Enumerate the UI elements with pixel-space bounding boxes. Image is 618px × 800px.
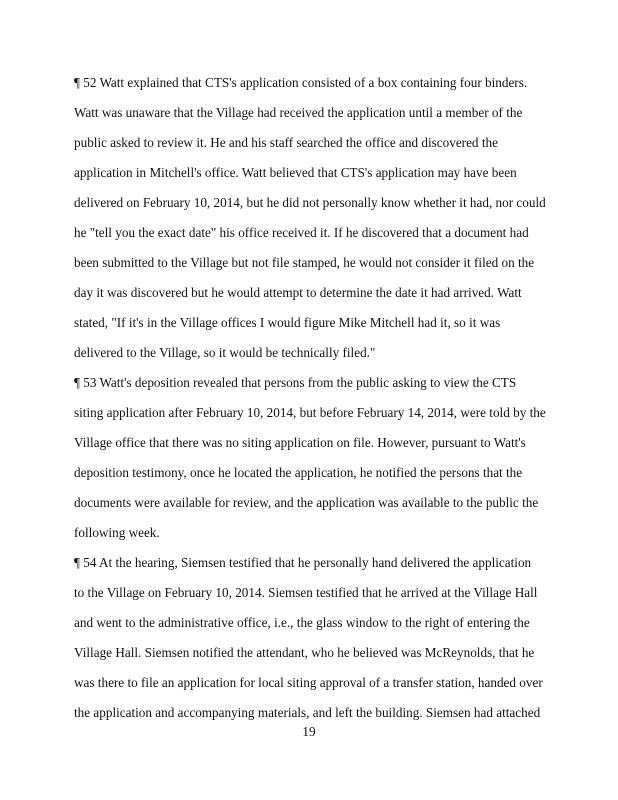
text-line: Village Hall. Siemsen notified the attendant, who he believed was McReynolds, that he (74, 645, 535, 660)
text-line: siting application after February 10, 2014, but before February 14, 2014, were told by the (74, 405, 546, 420)
text-line: Watt was unaware that the Village had received the application until a member of the (74, 105, 523, 120)
text-line: ¶ 54 At the hearing, Siemsen testified that he personally hand delivered the application (74, 555, 532, 570)
text-line: delivered to the Village, so it would be technically filed." (74, 345, 376, 360)
text-line: public asked to review it. He and his staff searched the office and discovered the (74, 135, 498, 150)
page-number: 19 (302, 724, 316, 739)
text-line: and went to the administrative office, i.e., the glass window to the right of entering the (74, 615, 530, 630)
text-line: delivered on February 10, 2014, but he did not personally know whether it had, nor could (74, 195, 546, 210)
text-line: ¶ 53 Watt's deposition revealed that persons from the public asking to view the CTS (74, 375, 517, 390)
text-line: stated, "If it's in the Village offices I would figure Mike Mitchell had it, so it was (74, 315, 501, 330)
text-line: deposition testimony, once he located the application, he notified the persons that the (74, 465, 523, 480)
text-line: he "tell you the exact date" his office received it. If he discovered that a document had (74, 225, 529, 240)
text-line: to the Village on February 10, 2014. Siemsen testified that he arrived at the Village Hall (74, 585, 538, 600)
body-text (74, 68, 614, 728)
text-line: application in Mitchell's office. Watt believed that CTS's application may have been (74, 165, 517, 180)
text-line: been submitted to the Village but not file stamped, he would not consider it filed on the (74, 255, 535, 270)
text-line: Village office that there was no siting application on file. However, pursuant to Watt's (74, 435, 526, 450)
text-line: day it was discovered but he would attempt to determine the date it had arrived. Watt (74, 285, 522, 300)
text-line: documents were available for review, and the application was available to the public the (74, 495, 539, 510)
text-line: the application and accompanying materials, and left the building. Siemsen had attached (74, 705, 541, 720)
text-line: following week. (74, 525, 160, 540)
text-line: was there to file an application for local siting approval of a transfer station, handed over (74, 675, 543, 690)
text-line: ¶ 52 Watt explained that CTS's application consisted of a box containing four binders. (74, 75, 528, 90)
